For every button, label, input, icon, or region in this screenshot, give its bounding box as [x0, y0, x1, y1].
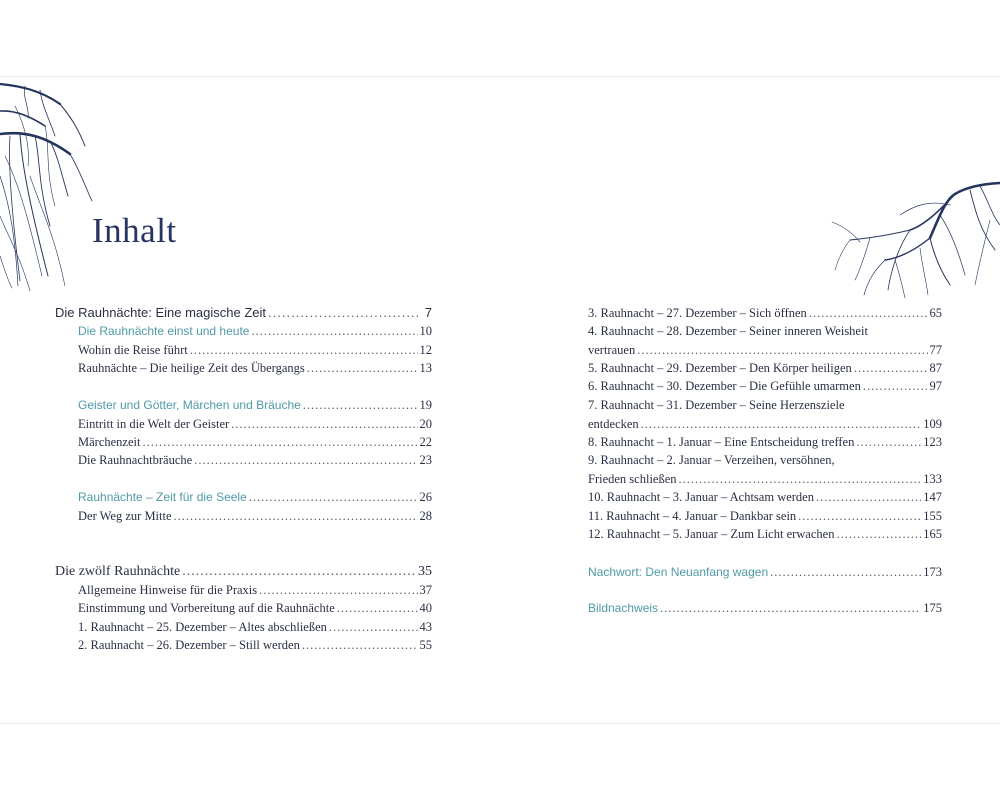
- toc-entry-title: entdecken: [588, 417, 639, 431]
- toc-entry[interactable]: [78, 618, 432, 636]
- toc-entry[interactable]: [78, 581, 432, 599]
- toc-entry[interactable]: [588, 304, 942, 322]
- toc-entry-page: 55: [419, 638, 432, 652]
- toc-entry-chapter[interactable]: [55, 304, 432, 322]
- toc-entry[interactable]: [78, 359, 432, 377]
- toc-entry-page: 147: [923, 490, 942, 504]
- toc-entry-title: Rauhnächte – Zeit für die Seele: [78, 490, 247, 504]
- dot-leader: [231, 415, 417, 433]
- toc-entry-page: 43: [419, 620, 432, 634]
- toc-entry-title: Die Rauhnächte einst und heute: [78, 324, 250, 338]
- dot-leader: [854, 359, 928, 377]
- toc-entry-title-line1[interactable]: 9. Rauhnacht – 2. Januar – Verzeihen, versöhnen,: [588, 453, 835, 467]
- toc-entry-title: 6. Rauhnacht – 30. Dezember – Die Gefühle umarmen: [588, 379, 861, 393]
- toc-entry-picture-credits[interactable]: [588, 599, 942, 617]
- dot-leader: [268, 304, 418, 322]
- toc-entry-page: 133: [923, 472, 942, 486]
- toc-entry-title: Allgemeine Hinweise für die Praxis: [78, 583, 258, 597]
- toc-entry-title: 8. Rauhnacht – 1. Januar – Eine Entscheidung treffen: [588, 435, 855, 449]
- toc-entry-page: 87: [929, 361, 942, 375]
- dot-leader: [641, 415, 922, 433]
- dot-leader: [660, 599, 921, 617]
- toc-entry-page: 173: [923, 565, 942, 579]
- toc-entry-title: Geister und Götter, Märchen und Bräuche: [78, 398, 301, 412]
- dot-leader: [182, 563, 416, 581]
- toc-entry-title: Märchenzeit: [78, 435, 141, 449]
- toc-entry[interactable]: [78, 636, 432, 654]
- toc-entry-title-line1[interactable]: 7. Rauhnacht – 31. Dezember – Seine Herzensziele: [588, 398, 845, 412]
- toc-entry-title: Bildnachweis: [588, 601, 659, 615]
- dot-leader: [251, 322, 417, 340]
- tree-branch-illustration-left: [0, 76, 110, 291]
- toc-entry-title: Frieden schließen: [588, 472, 677, 486]
- tree-branch-illustration-right: [830, 180, 1000, 300]
- toc-entry-title: Rauhnächte – Die heilige Zeit des Übergangs: [78, 361, 305, 375]
- dot-leader: [770, 563, 921, 581]
- toc-entry[interactable]: [588, 377, 942, 395]
- dot-leader: [679, 470, 922, 488]
- dot-leader: [190, 341, 418, 359]
- toc-entry-page: 165: [923, 527, 942, 541]
- toc-entry-section[interactable]: [78, 322, 432, 340]
- toc-entry-title: 1. Rauhnacht – 25. Dezember – Altes abschließen: [78, 620, 327, 634]
- toc-entry-title: 3. Rauhnacht – 27. Dezember – Sich öffnen: [588, 306, 807, 320]
- dot-leader: [329, 618, 418, 636]
- toc-entry-title: Wohin die Reise führt: [78, 343, 188, 357]
- toc-entry-chapter[interactable]: [55, 563, 432, 581]
- toc-heading: Inhalt: [92, 211, 177, 250]
- toc-entry-section[interactable]: [78, 396, 432, 414]
- toc-entry-page: 26: [419, 490, 432, 504]
- dot-leader: [337, 599, 418, 617]
- toc-entry-title: 2. Rauhnacht – 26. Dezember – Still werden: [78, 638, 300, 652]
- dot-leader: [303, 396, 418, 414]
- dot-leader: [302, 636, 418, 654]
- toc-entry[interactable]: [588, 507, 942, 525]
- toc-entry[interactable]: [78, 341, 432, 359]
- toc-entry-page: 175: [923, 601, 942, 615]
- dot-leader: [798, 507, 921, 525]
- dot-leader: [816, 488, 921, 506]
- toc-entry-page: 109: [923, 417, 942, 431]
- toc-entry[interactable]: [78, 415, 432, 433]
- dot-leader: [249, 488, 418, 506]
- toc-entry-page: 22: [419, 435, 432, 449]
- toc-entry-title: Die Rauhnachtbräuche: [78, 453, 193, 467]
- dot-leader: [836, 525, 921, 543]
- toc-entry-title: 12. Rauhnacht – 5. Januar – Zum Licht erwachen: [588, 527, 835, 541]
- dot-leader: [637, 341, 927, 359]
- toc-entry-page: 13: [419, 361, 432, 375]
- toc-entry-page: 97: [929, 379, 942, 393]
- toc-entry-title: Die Rauhnächte: Eine magische Zeit: [55, 305, 267, 320]
- toc-entry[interactable]: [588, 525, 942, 543]
- toc-entry[interactable]: [588, 433, 942, 451]
- toc-entry[interactable]: [588, 341, 942, 359]
- toc-entry[interactable]: [588, 470, 942, 488]
- toc-entry[interactable]: [588, 488, 942, 506]
- toc-entry-page: 23: [419, 453, 432, 467]
- dot-leader: [856, 433, 921, 451]
- toc-entry-title: 11. Rauhnacht – 4. Januar – Dankbar sein: [588, 509, 797, 523]
- toc-entry[interactable]: [78, 507, 432, 525]
- dot-leader: [194, 451, 417, 469]
- toc-entry-afterword[interactable]: [588, 563, 942, 581]
- toc-entry[interactable]: [588, 415, 942, 433]
- toc-entry-page: 35: [418, 564, 432, 579]
- toc-entry-title: vertrauen: [588, 343, 636, 357]
- toc-entry-page: 37: [419, 583, 432, 597]
- toc-entry-page: 10: [419, 324, 432, 338]
- toc-entry-page: 77: [929, 343, 942, 357]
- toc-entry-title-line1[interactable]: 4. Rauhnacht – 28. Dezember – Seiner inneren Weisheit: [588, 324, 868, 338]
- toc-entry[interactable]: [78, 451, 432, 469]
- toc-entry-section[interactable]: [78, 488, 432, 506]
- toc-entry-page: 65: [929, 306, 942, 320]
- dot-leader: [809, 304, 928, 322]
- toc-entry[interactable]: [78, 433, 432, 451]
- toc-entry-title: 10. Rauhnacht – 3. Januar – Achtsam werden: [588, 490, 814, 504]
- toc-entry-page: 19: [419, 398, 432, 412]
- toc-entry-page: 20: [419, 417, 432, 431]
- toc-entry-page: 40: [419, 601, 432, 615]
- dot-leader: [174, 507, 418, 525]
- dot-leader: [259, 581, 417, 599]
- toc-entry-page: 12: [419, 343, 432, 357]
- toc-entry-page: 155: [923, 509, 942, 523]
- dot-leader: [142, 433, 417, 451]
- dot-leader: [863, 377, 928, 395]
- toc-entry[interactable]: [588, 359, 942, 377]
- toc-entry-title: Der Weg zur Mitte: [78, 509, 172, 523]
- toc-entry-page: 123: [923, 435, 942, 449]
- toc-entry[interactable]: [78, 599, 432, 617]
- toc-entry-title: Einstimmung und Vorbereitung auf die Rauhnächte: [78, 601, 335, 615]
- toc-entry-title: Eintritt in die Welt der Geister: [78, 417, 230, 431]
- dot-leader: [307, 359, 418, 377]
- toc-entry-title: 5. Rauhnacht – 29. Dezember – Den Körper heiligen: [588, 361, 852, 375]
- toc-entry-title: Die zwölf Rauhnächte: [55, 564, 181, 579]
- toc-entry-page: 28: [419, 509, 432, 523]
- toc-entry-title: Nachwort: Den Neuanfang wagen: [588, 565, 769, 579]
- toc-entry-page: 7: [424, 305, 432, 320]
